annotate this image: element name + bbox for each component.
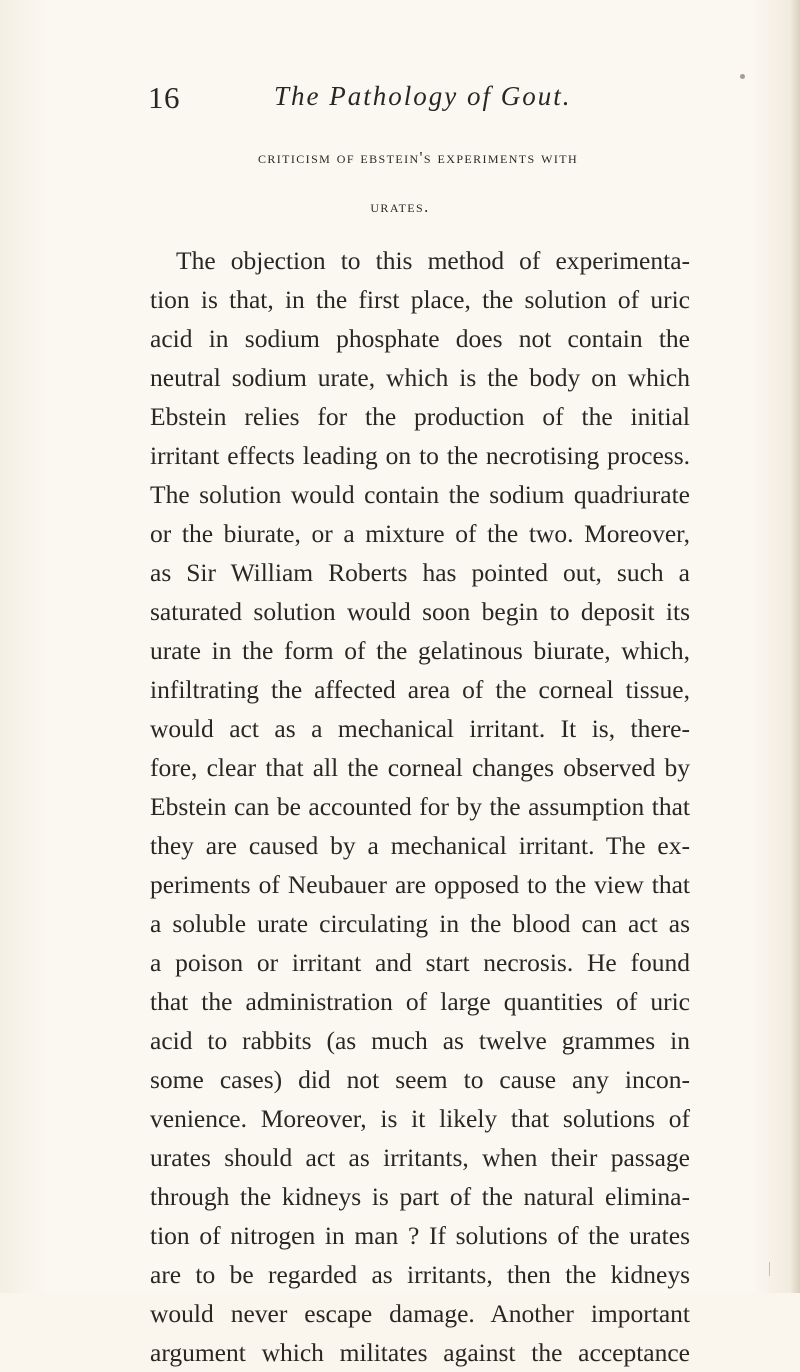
ink-speck-bottom	[769, 1262, 770, 1276]
text-line: are to be regarded as irritants, then the kidneys	[150, 1260, 690, 1289]
running-title: The Pathology of Gout.	[274, 81, 572, 111]
text-line: or the biurate, or a mixture of the two. Moreover,	[150, 519, 690, 548]
page-number: 16	[148, 80, 180, 115]
running-head	[148, 80, 688, 124]
text-line: urates should act as irritants, when their passage	[150, 1143, 690, 1172]
text-line: irritant effects leading on to the necrotising process.	[150, 441, 690, 470]
text-line: urate in the form of the gelatinous biurate, which,	[150, 636, 690, 665]
text-line: some cases) did not seem to cause any incon-	[150, 1065, 690, 1094]
text-line: argument which militates against the acceptance	[150, 1338, 690, 1367]
text-line: a poison or irritant and start necrosis. He found	[150, 948, 690, 977]
text-line: Ebstein can be accounted for by the assumption that	[150, 792, 690, 821]
text-line: venience. Moreover, is it likely that solutions of	[150, 1104, 690, 1133]
text-line: would act as a mechanical irritant. It is, there-	[150, 714, 690, 743]
page-edge-shadow	[790, 0, 800, 1293]
section-heading-line-2: urates.	[370, 197, 430, 216]
text-line: acid to rabbits (as much as twelve grammes in	[150, 1026, 690, 1055]
section-heading-line-1: criticism of ebstein's experiments with	[257, 148, 579, 167]
text-line: they are caused by a mechanical irritant. The ex-	[150, 831, 690, 860]
text-line: saturated solution would soon begin to deposit its	[150, 597, 690, 626]
text-line: tion of nitrogen in man ? If solutions of the urates	[150, 1221, 690, 1250]
text-line: as Sir William Roberts has pointed out, such a	[150, 558, 690, 587]
text-line: acid in sodium phosphate does not contain the	[150, 324, 690, 353]
text-line: The solution would contain the sodium quadriurate	[150, 480, 690, 509]
text-line: infiltrating the affected area of the corneal tissue,	[150, 675, 690, 704]
text-line: The objection to this method of experimenta-	[176, 246, 690, 275]
text-line: fore, clear that all the corneal changes observed by	[150, 753, 690, 782]
text-line: Ebstein relies for the production of the initial	[150, 402, 690, 431]
text-line: a soluble urate circulating in the blood can act as	[150, 909, 690, 938]
text-line: tion is that, in the first place, the solution of uric	[150, 285, 690, 314]
text-line: neutral sodium urate, which is the body on which	[150, 363, 690, 392]
text-line: through the kidneys is part of the natural elimina-	[150, 1182, 690, 1211]
text-line: that the administration of large quantities of uric	[150, 987, 690, 1016]
body-text	[150, 241, 690, 1372]
text-line: would never escape damage. Another important	[150, 1299, 690, 1328]
ink-speck	[740, 74, 745, 79]
text-line: periments of Neubauer are opposed to the view that	[150, 870, 690, 899]
